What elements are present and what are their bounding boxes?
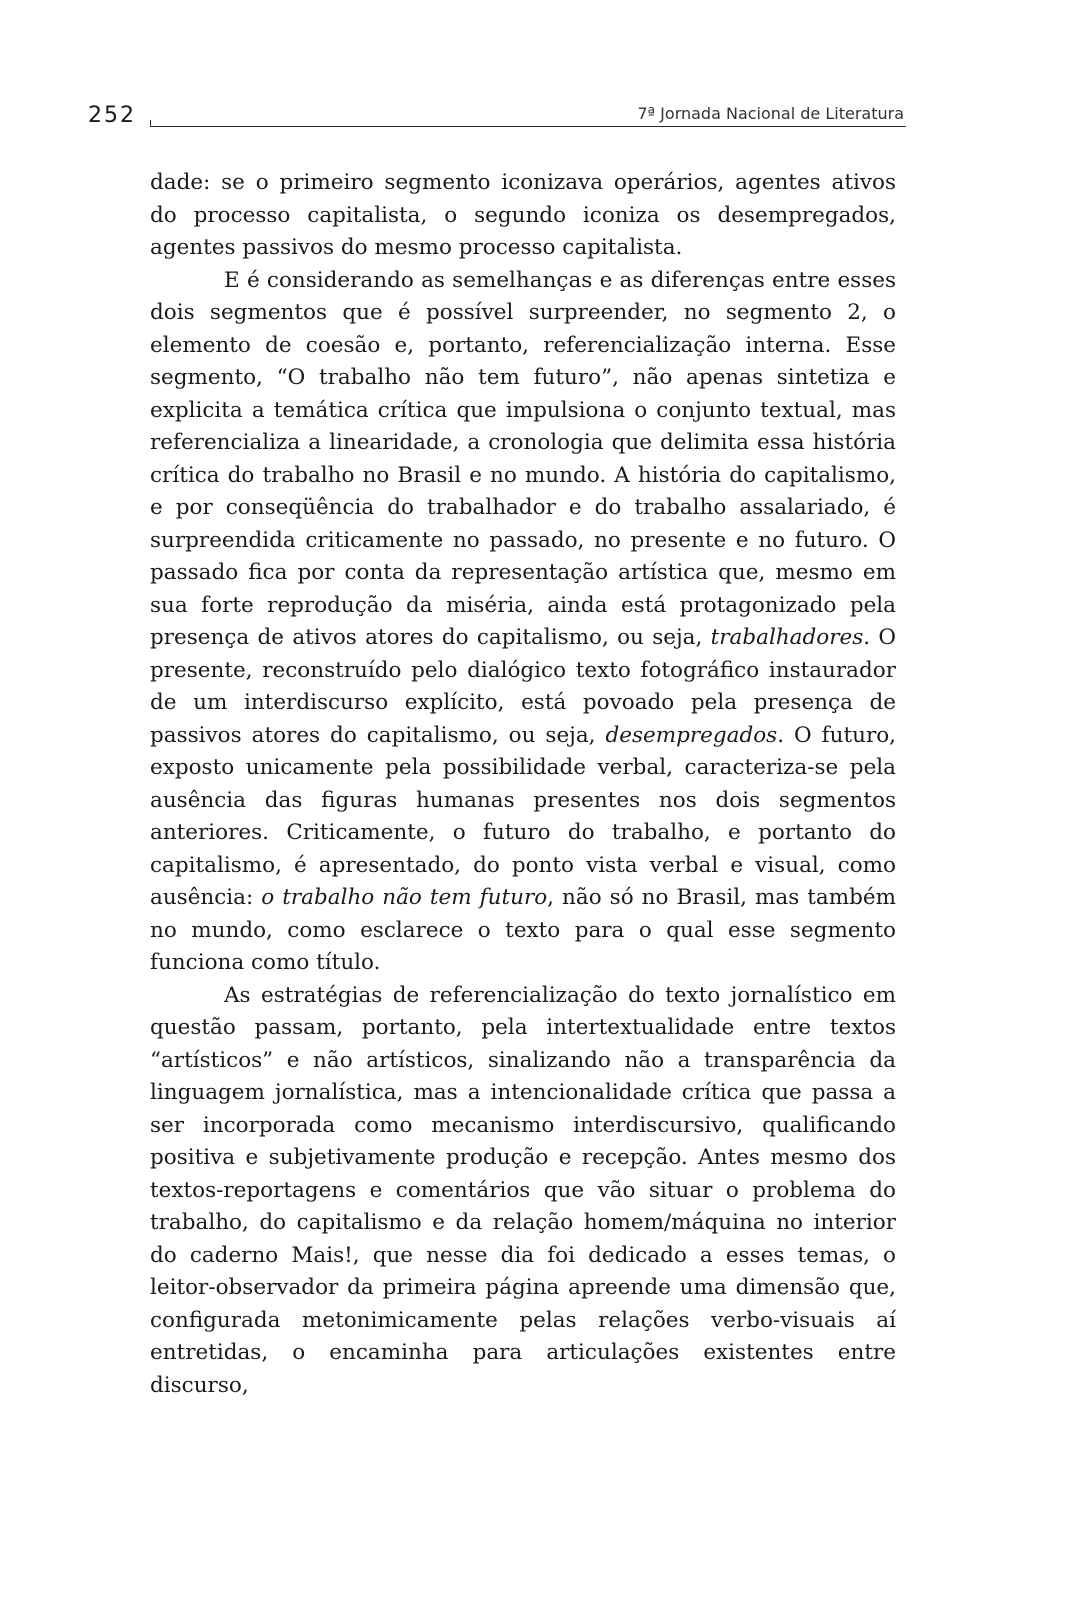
italic-term-desempregados: desempregados bbox=[605, 722, 778, 748]
text-run: . O presente, reconstruído pelo dialógico texto fotográfico instaurador de um interdiscurso explícito, está povoado pela presença de passivos atores do capitalismo, ou seja, bbox=[150, 625, 897, 748]
header-rule bbox=[150, 126, 906, 127]
italic-term-trabalhadores: trabalhadores bbox=[710, 625, 864, 650]
paragraph-segment-analysis bbox=[150, 265, 896, 980]
running-header bbox=[88, 100, 906, 130]
text-run: . O futuro, exposto unicamente pela possibilidade verbal, caracteriza-se pela ausência das figuras humanas presentes nos dois segmentos anteriores. Criticamente, o futuro do trabalho, e portanto do capitalismo, é apresentado, do ponto vista verbal e visual, como ausência: bbox=[150, 722, 896, 910]
italic-quote-title: o trabalho não tem futuro bbox=[261, 885, 548, 910]
page-number: 252 bbox=[88, 103, 136, 128]
text-run: , não só no Brasil, mas também no mundo, como esclarece o texto para o qual esse segmento funciona como título. bbox=[150, 885, 896, 975]
text-run: As estratégias de referencialização do texto jornalístico em questão passam, portanto, pela intertextualidade entre textos “artísticos” e não artísticos, sinalizando não a transparência da linguagem jornalística, mas a intencionalidade crítica que passa a ser incorporada como mecanismo interdiscursivo, qualificando positiva e subjetivamente produção e recepção. Antes mesmo dos textos-reportagens e comentários que vão situar o problema do trabalho, do capitalismo e da relação homem/máquina no interior do caderno Mais!, que nesse dia foi dedicado a esses temas, o leitor-observador da primeira página apreende uma dimensão que, configurada metonimicamente pelas relações verbo-visuais aí entretidas, o encaminha para articulações existentes entre discurso, bbox=[150, 982, 896, 1398]
text-run: dade: se o primeiro segmento iconizava operários, agentes ativos do processo capitalista, o segundo iconiza os desempregados, agentes passivos do mesmo processo capitalista. bbox=[150, 170, 896, 260]
text-run: E é considerando as semelhanças e as diferenças entre esses dois segmentos que é possível surpreender, no segmento 2, o elemento de coesão e, portanto, referencialização interna. Esse segmento, “O trabalho não tem futuro”, não apenas sintetiza e explicita a temática crítica que impulsiona o conjunto textual, mas referencializa a linearidade, a cronologia que delimita essa história crítica do trabalho no Brasil e no mundo. A história do capitalismo, e por conseqüência do trabalhador e do trabalho assalariado, é surpreendida criticamente no passado, no presente e no futuro. O passado fica por conta da representação artística que, mesmo em sua forte reprodução da miséria, ainda está protagonizado pela presença de ativos atores do capitalismo, ou seja, bbox=[150, 267, 896, 650]
paragraph-strategies bbox=[150, 980, 896, 1403]
paragraph-continued bbox=[150, 167, 896, 265]
body-text bbox=[150, 167, 896, 1402]
journal-title: 7ª Jornada Nacional de Literatura bbox=[637, 104, 904, 123]
